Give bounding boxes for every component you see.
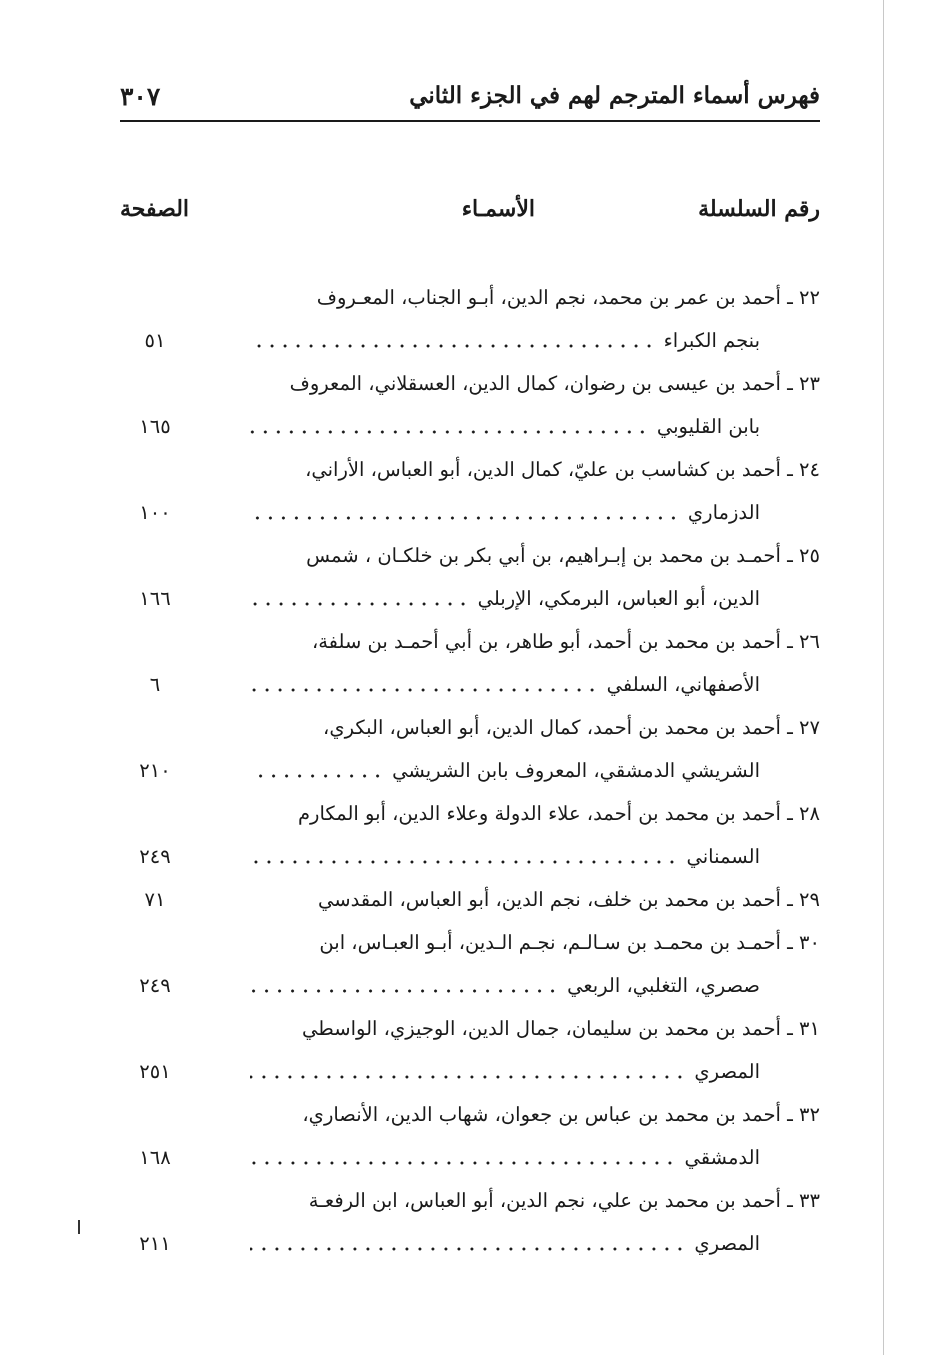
entry-continuation-text: الأصفهاني، السلفي — [606, 673, 760, 696]
index-entry — [120, 534, 820, 620]
entry-line-continuation — [120, 1050, 820, 1093]
entry-line-continuation — [120, 749, 820, 792]
entry-continuation-text: المصري — [694, 1060, 760, 1083]
dot-leader — [250, 685, 599, 695]
page-edge-line — [883, 0, 884, 1355]
entry-line-first — [120, 878, 820, 921]
index-entry — [120, 362, 820, 448]
entry-line-continuation — [120, 405, 820, 448]
entry-line-first — [120, 1179, 820, 1222]
entry-serial-number: ٣٠ — [799, 931, 820, 954]
entry-serial-number: ٣٢ — [799, 1103, 820, 1126]
entry-dash: ـ — [780, 286, 800, 309]
dot-leader — [250, 986, 559, 996]
index-entry — [120, 1007, 820, 1093]
page-number: ٣٠٧ — [120, 82, 161, 111]
index-entry — [120, 1179, 820, 1265]
entry-line-first — [120, 276, 820, 319]
entry-page-number: ٢١١ — [139, 1232, 171, 1255]
entry-name-text: أحمد بن عمر بن محمد، نجم الدين، أبـو الجناب، المعـروف — [316, 286, 781, 309]
entry-line-continuation — [120, 964, 820, 1007]
dot-leader — [250, 513, 680, 523]
entry-continuation-text: السمناني — [686, 845, 760, 868]
column-header-serial: رقم السلسلة — [698, 196, 820, 222]
entry-continuation-text: بابن القليوبي — [656, 415, 760, 438]
entry-line-first — [120, 792, 820, 835]
entry-page-number: ٥١ — [144, 329, 166, 352]
entry-dash: ـ — [780, 716, 800, 739]
entry-page-number: ١٦٨ — [139, 1146, 171, 1169]
dot-leader — [250, 857, 678, 867]
dot-leader — [250, 1158, 676, 1168]
index-entry — [120, 878, 820, 921]
entry-dash: ـ — [780, 931, 800, 954]
entry-name-text: أحمد بن عيسى بن رضوان، كمال الدين، العسقلاني، المعروف — [289, 372, 781, 395]
entry-line-first — [120, 448, 820, 491]
entry-serial-number: ٣٣ — [799, 1189, 820, 1212]
dot-leader — [250, 427, 649, 437]
entry-name-text: أحمد بن محمد بن عباس بن جعوان، شهاب الدين، الأنصاري، — [302, 1103, 781, 1126]
entry-serial-number: ٢٨ — [799, 802, 820, 825]
running-head-title: فهرس أسماء المترجم لهم في الجزء الثاني — [409, 82, 820, 109]
entry-name-text: أحمـد بن محمد بن إبـراهيم، بن أبي بكر بن خلكـان ، شمس — [306, 544, 781, 567]
entry-page-number: ٦ — [149, 673, 161, 696]
entry-serial-number: ٢٣ — [799, 372, 820, 395]
entry-page-number: ٢١٠ — [139, 759, 171, 782]
entry-serial-number: ٢٧ — [799, 716, 820, 739]
entry-name-text: أحمد بن محمد بن علي، نجم الدين، أبو العباس، ابن الرفعـة — [308, 1189, 781, 1212]
entry-name-text: أحمد بن كشاسب بن عليّ، كمال الدين، أبو العباس، الأراني، — [305, 458, 781, 481]
entry-line-first — [120, 706, 820, 749]
entry-page-number: ١٦٥ — [139, 415, 171, 438]
dot-leader — [250, 771, 384, 781]
entry-line-continuation — [120, 1136, 820, 1179]
entry-line-first — [120, 921, 820, 964]
entry-dash: ـ — [780, 630, 800, 653]
entry-dash: ـ — [780, 888, 800, 911]
entry-continuation-text: صصري، التغلبي، الربعي — [567, 974, 760, 997]
entry-name-text: أحمد بن محمد بن سليمان، جمال الدين، الوجيزي، الواسطي — [302, 1017, 781, 1040]
entry-name-text: أحمد بن محمد بن خلف، نجم الدين، أبو العباس، المقدسي — [317, 888, 781, 911]
dot-leader — [250, 1244, 686, 1254]
entry-name-text: أحمد بن محمد بن أحمد، علاء الدولة وعلاء الدين، أبو المكارم — [297, 802, 781, 825]
entry-continuation-text: بنجم الكبراء — [663, 329, 760, 352]
entry-dash: ـ — [780, 802, 800, 825]
entry-serial-number: ٣١ — [799, 1017, 820, 1040]
entry-dash: ـ — [780, 458, 800, 481]
column-header-names: الأسمـاء — [461, 196, 535, 222]
entry-line-continuation — [120, 319, 820, 362]
entry-page-number: ١٠٠ — [139, 501, 171, 524]
entry-line-continuation — [120, 491, 820, 534]
entry-serial-number: ٢٦ — [799, 630, 820, 653]
entry-dash: ـ — [780, 1103, 800, 1126]
index-entry — [120, 792, 820, 878]
index-entry — [120, 706, 820, 792]
column-headers — [120, 196, 820, 232]
index-entry — [120, 921, 820, 1007]
entry-line-first — [120, 1093, 820, 1136]
index-entry — [120, 620, 820, 706]
entry-line-first — [120, 362, 820, 405]
entry-line-continuation — [120, 1222, 820, 1265]
index-entries — [120, 276, 820, 1265]
entry-page-number: ٢٤٩ — [139, 974, 171, 997]
entry-serial-number: ٢٥ — [799, 544, 820, 567]
entry-page-number: ١٦٦ — [139, 587, 171, 610]
entry-serial-number: ٢٤ — [799, 458, 820, 481]
index-entry — [120, 1093, 820, 1179]
entry-name-text: أحمد بن محمد بن أحمد، أبو طاهر، بن أبي أحمـد بن سلفة، — [311, 630, 781, 653]
entry-continuation-text: الدمشقي — [684, 1146, 760, 1169]
entry-name-text: أحمـد بن محمـد بن سـالـم، نجـم الـدين، أبـو العبـاس، ابن — [319, 931, 781, 954]
entry-dash: ـ — [780, 1017, 800, 1040]
margin-mark — [78, 1220, 80, 1234]
running-head — [120, 80, 820, 120]
entry-page-number: ٢٥١ — [139, 1060, 171, 1083]
entry-serial-number: ٢٢ — [799, 286, 820, 309]
column-header-page: الصفحة — [120, 196, 190, 222]
entry-dash: ـ — [780, 544, 800, 567]
index-entry — [120, 448, 820, 534]
dot-leader — [250, 599, 470, 609]
entry-line-first — [120, 620, 820, 663]
entry-line-continuation — [120, 663, 820, 706]
entry-name-text: أحمد بن محمد بن أحمد، كمال الدين، أبو العباس، البكري، — [323, 716, 781, 739]
entry-continuation-text: الدزماري — [687, 501, 760, 524]
entry-page-number: ٢٤٩ — [139, 845, 171, 868]
entry-continuation-text: الدين، أبو العباس، البرمكي، الإربلي — [477, 587, 760, 610]
entry-line-first — [120, 534, 820, 577]
entry-continuation-text: الشريشي الدمشقي، المعروف بابن الشريشي — [392, 759, 760, 782]
index-entry — [120, 276, 820, 362]
header-rule — [120, 120, 820, 122]
entry-dash: ـ — [780, 1189, 800, 1212]
entry-line-first — [120, 1007, 820, 1050]
entry-line-continuation — [120, 577, 820, 620]
entry-line-continuation — [120, 835, 820, 878]
entry-dash: ـ — [780, 372, 800, 395]
entry-page-number: ٧١ — [144, 888, 166, 911]
dot-leader — [250, 341, 656, 351]
dot-leader — [250, 1072, 686, 1082]
entry-continuation-text: المصري — [694, 1232, 760, 1255]
entry-serial-number: ٢٩ — [799, 888, 820, 911]
